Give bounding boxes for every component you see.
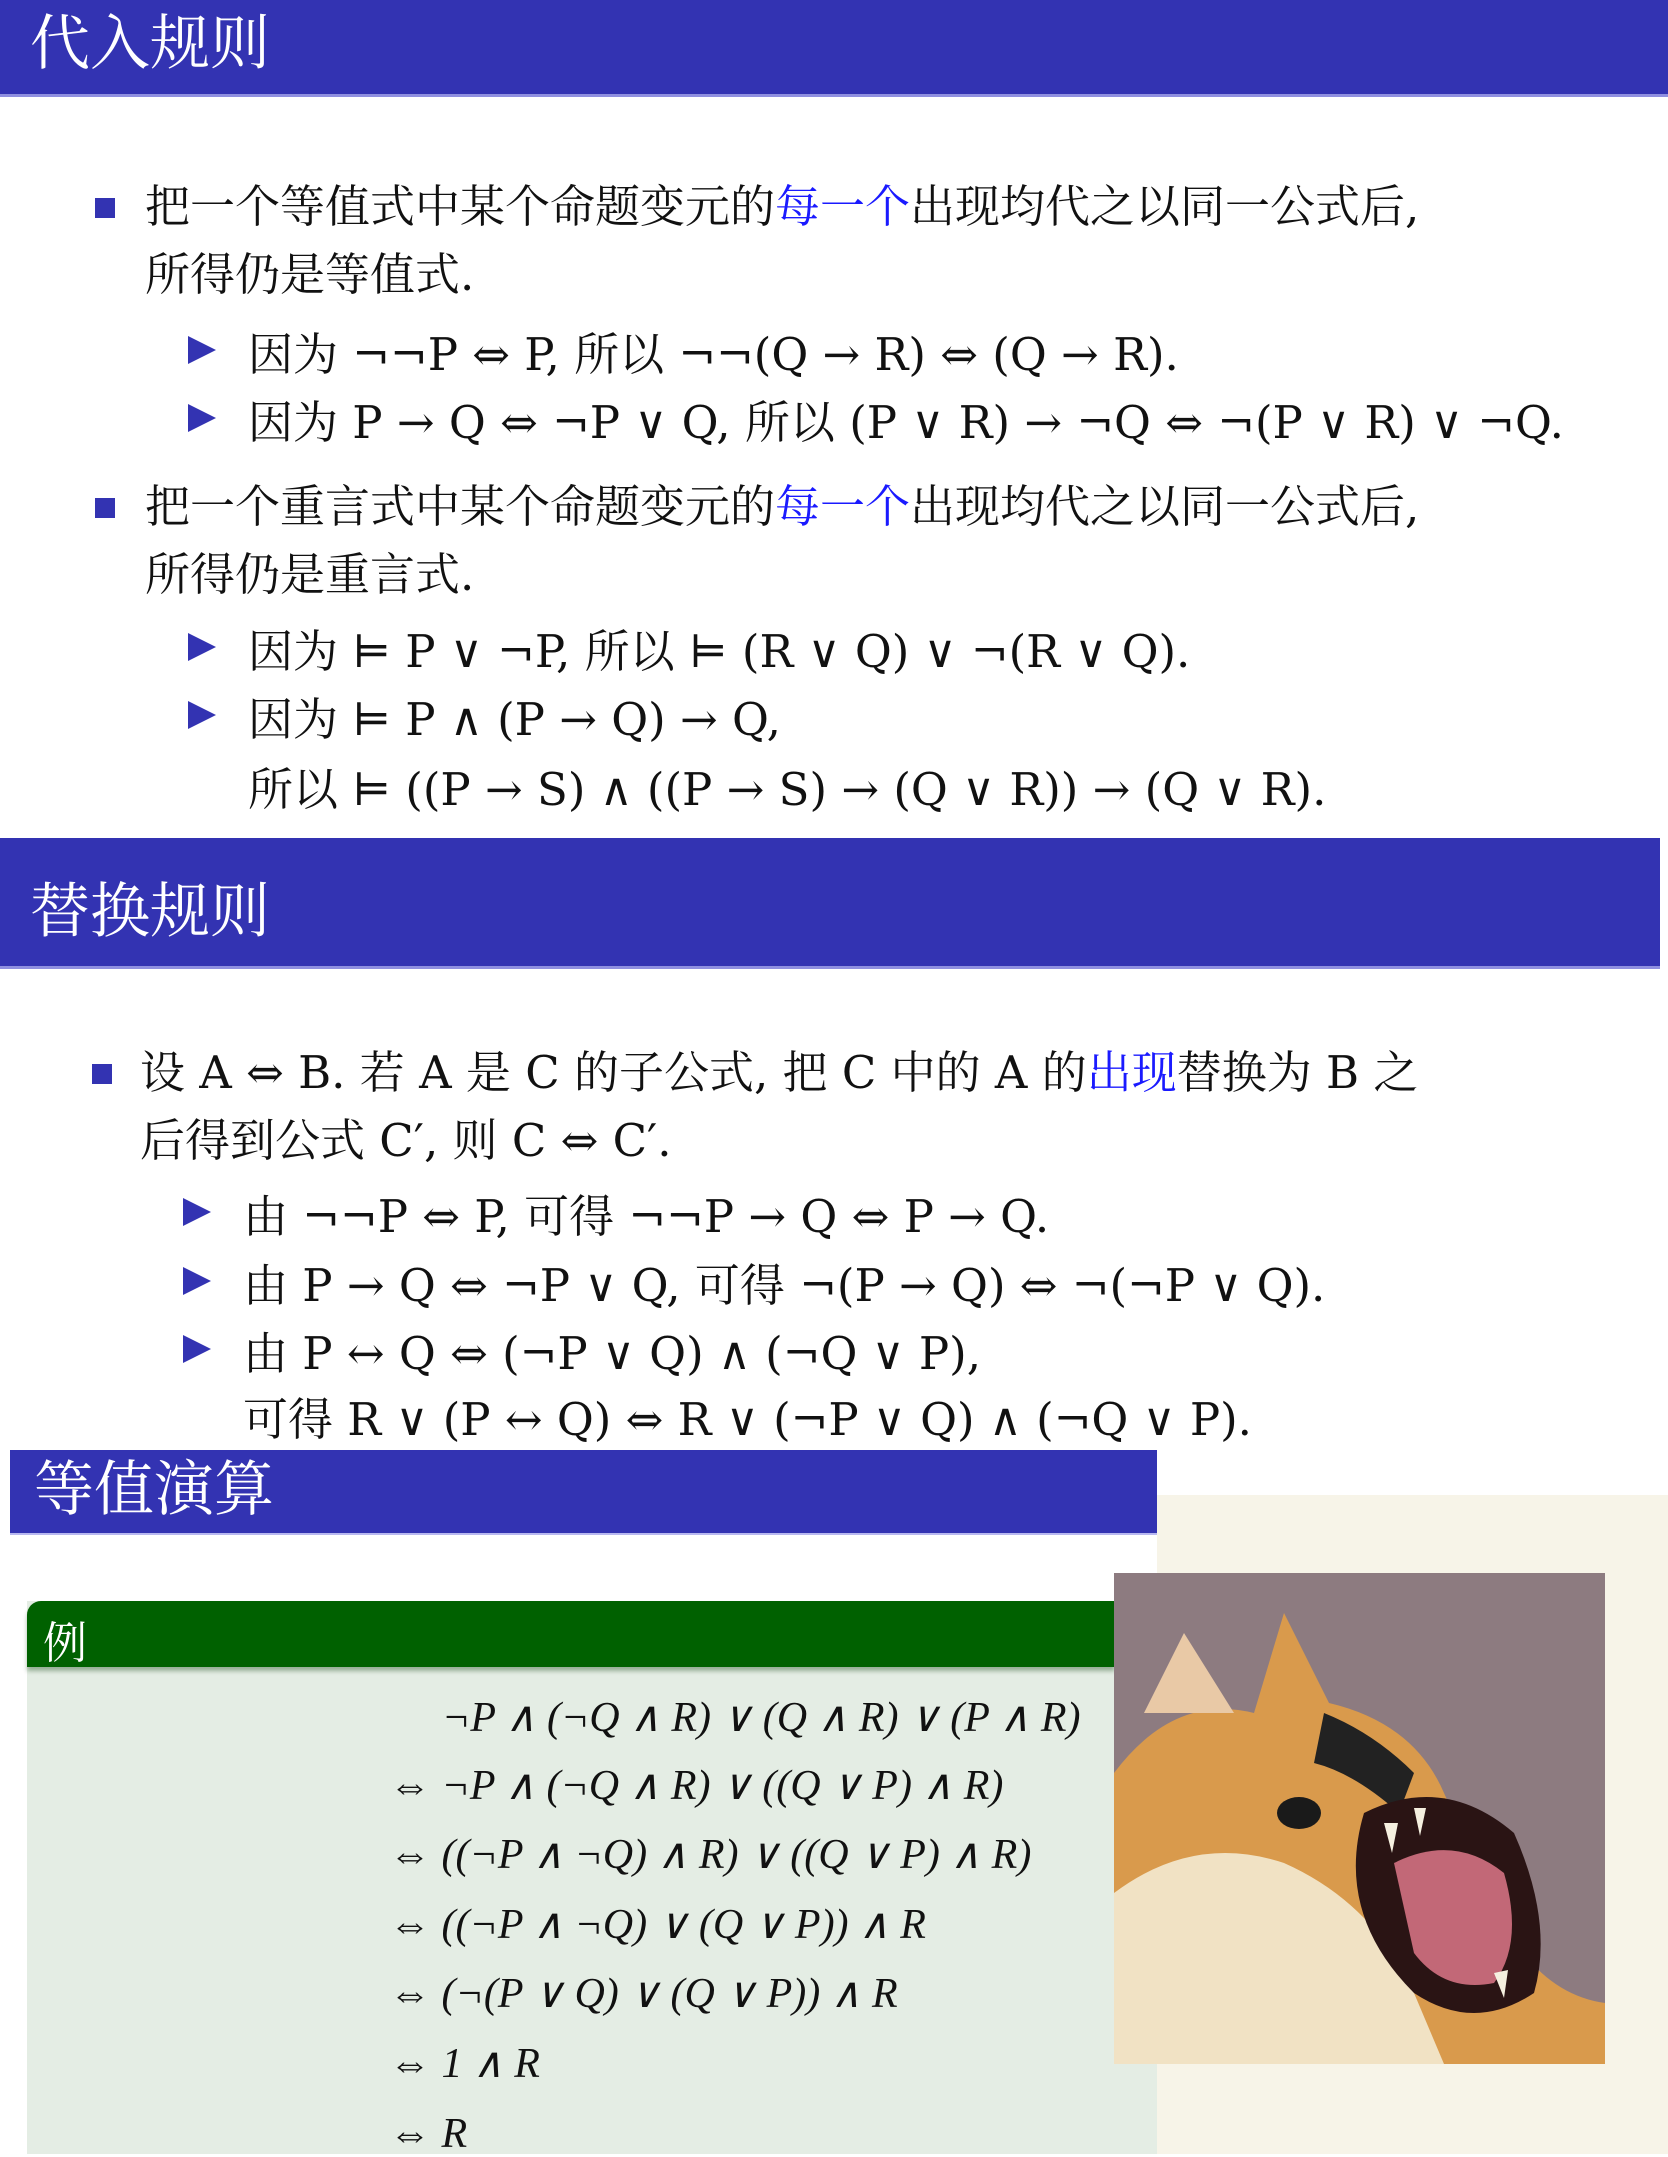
text: 出现均代之以同一公式后, xyxy=(910,480,1420,533)
bullet-text-cont: 后得到公式 C′, 则 C ⇔ C′. xyxy=(140,1114,672,1167)
slide-title: 替换规则 xyxy=(30,877,270,947)
slide-title: 代入规则 xyxy=(30,9,270,79)
sub-bullet: 因为 ⊨ P ∨ ¬P, 所以 ⊨ (R ∨ Q) ∨ ¬(R ∨ Q). xyxy=(248,625,1191,678)
bullet-text xyxy=(145,180,1420,233)
bullet-text-cont: 所得仍是等值式. xyxy=(145,248,475,301)
equation-line: ⇔ (¬(P ∨ Q) ∨ (Q ∨ P)) ∧ R xyxy=(389,1971,898,2017)
bullet-square-icon xyxy=(95,498,115,518)
highlight-text: 每一个 xyxy=(775,180,911,233)
sub-bullet: 因为 P → Q ⇔ ¬P ∨ Q, 所以 (P ∨ R) → ¬Q ⇔ ¬(P ∨ R) ∨ ¬Q. xyxy=(248,396,1564,449)
text: 出现均代之以同一公式后, xyxy=(910,180,1420,233)
sub-bullet: 由 ¬¬P ⇔ P, 可得 ¬¬P → Q ⇔ P → Q. xyxy=(243,1190,1050,1243)
sub-bullet-cont: 可得 R ∨ (P ↔ Q) ⇔ R ∨ (¬P ∨ Q) ∧ (¬Q ∨ P). xyxy=(243,1393,1252,1446)
equation-line: ⇔ ((¬P ∧ ¬Q) ∨ (Q ∨ P)) ∧ R xyxy=(389,1902,926,1948)
equation-line: ⇔ R xyxy=(389,2111,468,2157)
text: 把一个等值式中某个命题变元的 xyxy=(145,180,776,233)
shiba-dog-image xyxy=(1114,1573,1605,2064)
triangle-bullet-icon xyxy=(188,701,216,729)
slide-header-substitution xyxy=(0,0,1668,97)
text: 设 A ⇔ B. 若 A 是 C 的子公式, 把 C 中的 A 的 xyxy=(140,1046,1087,1099)
bullet-text xyxy=(140,1046,1419,1099)
slide-header-replacement xyxy=(0,838,1660,969)
equation-line: ⇔ 1 ∧ R xyxy=(389,2041,540,2087)
triangle-bullet-icon xyxy=(183,1335,211,1363)
equation-line: ⇔ ¬P ∧ (¬Q ∧ R) ∨ ((Q ∨ P) ∧ R) xyxy=(389,1763,1004,1809)
triangle-bullet-icon xyxy=(188,404,216,432)
triangle-bullet-icon xyxy=(183,1267,211,1295)
bullet-square-icon xyxy=(95,198,115,218)
triangle-bullet-icon xyxy=(188,633,216,661)
equation-line: ⇔ ((¬P ∧ ¬Q) ∧ R) ∨ ((Q ∨ P) ∧ R) xyxy=(389,1832,1032,1878)
bullet-square-icon xyxy=(92,1064,112,1084)
sub-bullet: 由 P ↔ Q ⇔ (¬P ∨ Q) ∧ (¬Q ∨ P), xyxy=(243,1327,982,1380)
bullet-text xyxy=(145,480,1420,533)
sub-bullet: 因为 ⊨ P ∧ (P → Q) → Q, xyxy=(248,693,781,746)
equation-line: ¬P ∧ (¬Q ∧ R) ∨ (Q ∧ R) ∨ (P ∧ R) xyxy=(442,1695,1081,1741)
sub-bullet: 由 P → Q ⇔ ¬P ∨ Q, 可得 ¬(P → Q) ⇔ ¬(¬P ∨ Q). xyxy=(243,1259,1326,1312)
example-block-title: 例 xyxy=(27,1601,1115,1667)
triangle-bullet-icon xyxy=(183,1198,211,1226)
bullet-text-cont: 所得仍是重言式. xyxy=(145,548,475,601)
text: 把一个重言式中某个命题变元的 xyxy=(145,480,776,533)
sub-bullet-cont: 所以 ⊨ ((P → S) ∧ ((P → S) → (Q ∨ R)) → (Q ∨ R). xyxy=(248,763,1327,816)
sub-bullet: 因为 ¬¬P ⇔ P, 所以 ¬¬(Q → R) ⇔ (Q → R). xyxy=(248,328,1179,381)
highlight-text: 出现 xyxy=(1086,1046,1177,1099)
slide-title: 等值演算 xyxy=(34,1455,274,1525)
text: 替换为 B 之 xyxy=(1176,1046,1419,1099)
slide-header-equivalence-calculus xyxy=(10,1450,1157,1535)
highlight-text: 每一个 xyxy=(775,480,911,533)
triangle-bullet-icon xyxy=(188,336,216,364)
